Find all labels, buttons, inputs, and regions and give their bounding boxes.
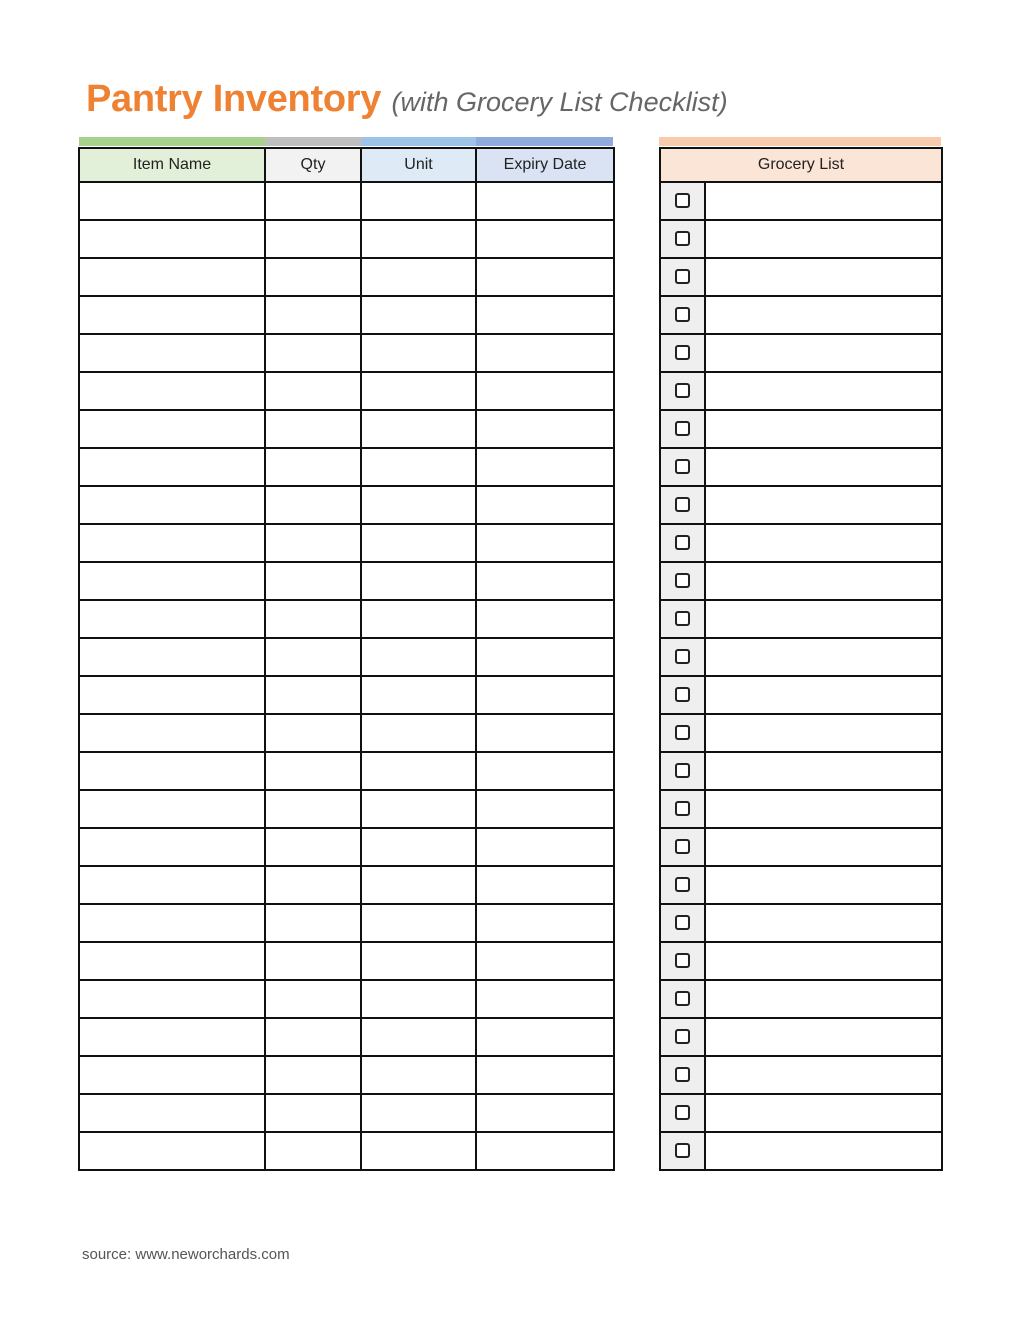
qty-cell[interactable] [265,410,361,448]
unit-cell[interactable] [361,1056,476,1094]
grocery-item-cell[interactable] [705,904,942,942]
expiry-date-cell[interactable] [476,752,614,790]
checkbox-cell [660,182,705,220]
pantry-inventory-table [78,147,615,1171]
unit-cell[interactable] [361,296,476,334]
item-name-cell[interactable] [79,448,265,486]
checkbox-icon[interactable] [675,345,690,360]
checkbox-icon[interactable] [675,231,690,246]
unit-cell[interactable] [361,220,476,258]
checkbox-cell [660,524,705,562]
pantry-header-row [79,148,614,182]
unit-cell[interactable] [361,714,476,752]
expiry-date-cell[interactable] [476,562,614,600]
list-item [660,220,942,258]
checkbox-icon[interactable] [675,193,690,208]
checkbox-cell [660,372,705,410]
unit-cell[interactable] [361,334,476,372]
grocery-item-cell[interactable] [705,334,942,372]
checkbox-cell [660,904,705,942]
unit-cell[interactable] [361,638,476,676]
table-row [79,372,614,410]
unit-cell[interactable] [361,486,476,524]
checkbox-cell [660,1132,705,1170]
grocery-item-cell[interactable] [705,1056,942,1094]
expiry-date-cell[interactable] [476,486,614,524]
checkbox-cell [660,638,705,676]
qty-cell[interactable] [265,752,361,790]
item-name-cell[interactable] [79,334,265,372]
unit-cell[interactable] [361,258,476,296]
unit-cell[interactable] [361,1018,476,1056]
expiry-date-cell[interactable] [476,334,614,372]
expiry-date-cell[interactable] [476,182,614,220]
item-name-cell[interactable] [79,714,265,752]
qty-cell[interactable] [265,638,361,676]
grocery-list-table [659,147,943,1171]
list-item [660,600,942,638]
unit-cell[interactable] [361,828,476,866]
list-item [660,980,942,1018]
grocery-item-cell[interactable] [705,448,942,486]
checkbox-cell [660,296,705,334]
table-row [79,448,614,486]
list-item [660,372,942,410]
grocery-item-cell[interactable] [705,752,942,790]
item-name-cell[interactable] [79,790,265,828]
list-item [660,752,942,790]
item-name-cell[interactable] [79,828,265,866]
list-item [660,676,942,714]
list-item [660,1132,942,1170]
unit-cell[interactable] [361,410,476,448]
checkbox-icon[interactable] [675,611,690,626]
grocery-item-cell[interactable] [705,1132,942,1170]
checkbox-icon[interactable] [675,269,690,284]
item-name-cell[interactable] [79,866,265,904]
unit-cell[interactable] [361,942,476,980]
item-name-cell[interactable] [79,410,265,448]
grocery-item-cell[interactable] [705,638,942,676]
grocery-item-cell[interactable] [705,562,942,600]
checkbox-cell [660,790,705,828]
table-row [79,258,614,296]
unit-cell[interactable] [361,752,476,790]
source-footer: source: www.neworchards.com [82,1246,290,1263]
expiry-date-cell[interactable] [476,980,614,1018]
expiry-date-cell[interactable] [476,1018,614,1056]
item-name-accent-bar [79,137,265,146]
unit-cell[interactable] [361,182,476,220]
list-item [660,866,942,904]
header-item-name: Item Name [79,148,265,182]
item-name-cell[interactable] [79,1132,265,1170]
table-row [79,220,614,258]
unit-cell[interactable] [361,904,476,942]
table-row [79,980,614,1018]
grocery-item-cell[interactable] [705,182,942,220]
grocery-item-cell[interactable] [705,790,942,828]
unit-cell[interactable] [361,372,476,410]
table-row [79,524,614,562]
qty-cell[interactable] [265,980,361,1018]
item-name-cell[interactable] [79,562,265,600]
list-item [660,334,942,372]
expiry-date-cell[interactable] [476,866,614,904]
qty-cell[interactable] [265,714,361,752]
expiry-date-cell[interactable] [476,638,614,676]
item-name-cell[interactable] [79,980,265,1018]
checkbox-icon[interactable] [675,497,690,512]
table-row [79,1018,614,1056]
grocery-item-cell[interactable] [705,676,942,714]
qty-cell[interactable] [265,220,361,258]
item-name-cell[interactable] [79,942,265,980]
header-grocery-list: Grocery List [660,148,942,182]
expiry-date-cell[interactable] [476,1056,614,1094]
table-row [79,1094,614,1132]
qty-accent-bar [265,137,361,146]
checkbox-cell [660,1094,705,1132]
item-name-cell[interactable] [79,904,265,942]
expiry-date-cell[interactable] [476,790,614,828]
checkbox-cell [660,258,705,296]
checkbox-cell [660,220,705,258]
qty-cell[interactable] [265,866,361,904]
table-row [79,714,614,752]
checkbox-icon[interactable] [675,763,690,778]
table-row [79,638,614,676]
qty-cell[interactable] [265,1132,361,1170]
unit-cell[interactable] [361,1094,476,1132]
expiry-date-cell[interactable] [476,942,614,980]
list-item [660,562,942,600]
checkbox-icon[interactable] [675,383,690,398]
checkbox-icon[interactable] [675,991,690,1006]
checkbox-icon[interactable] [675,421,690,436]
qty-cell[interactable] [265,258,361,296]
grocery-item-cell[interactable] [705,258,942,296]
qty-cell[interactable] [265,372,361,410]
checkbox-icon[interactable] [675,687,690,702]
list-item [660,1018,942,1056]
checkbox-icon[interactable] [675,1143,690,1158]
item-name-cell[interactable] [79,1018,265,1056]
header-qty: Qty [265,148,361,182]
grocery-item-cell[interactable] [705,296,942,334]
expiry-date-cell[interactable] [476,410,614,448]
checkbox-icon[interactable] [675,573,690,588]
checkbox-icon[interactable] [675,839,690,854]
page-title [86,78,728,121]
qty-cell[interactable] [265,486,361,524]
checkbox-cell [660,410,705,448]
expiry-date-cell[interactable] [476,1132,614,1170]
item-name-cell[interactable] [79,182,265,220]
unit-cell[interactable] [361,600,476,638]
list-item [660,828,942,866]
checkbox-cell [660,752,705,790]
grocery-item-cell[interactable] [705,410,942,448]
qty-cell[interactable] [265,182,361,220]
checkbox-icon[interactable] [675,459,690,474]
checkbox-icon[interactable] [675,915,690,930]
header-expiry-date: Expiry Date [476,148,614,182]
table-row [79,334,614,372]
grocery-item-cell[interactable] [705,942,942,980]
checkbox-cell [660,562,705,600]
unit-cell[interactable] [361,1132,476,1170]
table-row [79,296,614,334]
qty-cell[interactable] [265,600,361,638]
list-item [660,904,942,942]
grocery-item-cell[interactable] [705,1094,942,1132]
checkbox-icon[interactable] [675,535,690,550]
grocery-header-row [660,148,942,182]
list-item [660,258,942,296]
qty-cell[interactable] [265,1018,361,1056]
list-item [660,1056,942,1094]
grocery-item-cell[interactable] [705,866,942,904]
list-item [660,714,942,752]
table-row [79,486,614,524]
table-row [79,1056,614,1094]
qty-cell[interactable] [265,904,361,942]
qty-cell[interactable] [265,524,361,562]
grocery-item-cell[interactable] [705,828,942,866]
list-item [660,942,942,980]
grocery-item-cell[interactable] [705,600,942,638]
table-row [79,752,614,790]
item-name-cell[interactable] [79,1056,265,1094]
grocery-item-cell[interactable] [705,220,942,258]
table-row [79,676,614,714]
item-name-cell[interactable] [79,524,265,562]
checkbox-cell [660,600,705,638]
table-row [79,182,614,220]
expiry-date-cell[interactable] [476,258,614,296]
grocery-item-cell[interactable] [705,486,942,524]
checkbox-cell [660,486,705,524]
expiry-date-cell[interactable] [476,524,614,562]
checkbox-icon[interactable] [675,1105,690,1120]
expiry-date-cell[interactable] [476,714,614,752]
item-name-cell[interactable] [79,220,265,258]
checkbox-icon[interactable] [675,877,690,892]
qty-cell[interactable] [265,790,361,828]
checkbox-cell [660,980,705,1018]
checkbox-cell [660,676,705,714]
item-name-cell[interactable] [79,752,265,790]
checkbox-icon[interactable] [675,801,690,816]
item-name-cell[interactable] [79,296,265,334]
checkbox-icon[interactable] [675,725,690,740]
expiry-date-cell[interactable] [476,904,614,942]
qty-cell[interactable] [265,448,361,486]
qty-cell[interactable] [265,676,361,714]
list-item [660,790,942,828]
checkbox-cell [660,1018,705,1056]
table-row [79,790,614,828]
qty-cell[interactable] [265,1094,361,1132]
qty-cell[interactable] [265,828,361,866]
table-row [79,904,614,942]
grocery-item-cell[interactable] [705,980,942,1018]
list-item [660,296,942,334]
unit-accent-bar [361,137,476,146]
checkbox-cell [660,1056,705,1094]
qty-cell[interactable] [265,334,361,372]
qty-cell[interactable] [265,942,361,980]
checkbox-icon[interactable] [675,307,690,322]
expiry-date-cell[interactable] [476,296,614,334]
checkbox-cell [660,714,705,752]
table-row [79,866,614,904]
qty-cell[interactable] [265,1056,361,1094]
item-name-cell[interactable] [79,372,265,410]
list-item [660,524,942,562]
list-item [660,448,942,486]
unit-cell[interactable] [361,448,476,486]
qty-cell[interactable] [265,562,361,600]
checkbox-cell [660,866,705,904]
unit-cell[interactable] [361,676,476,714]
grocery-item-cell[interactable] [705,1018,942,1056]
unit-cell[interactable] [361,980,476,1018]
item-name-cell[interactable] [79,486,265,524]
unit-cell[interactable] [361,866,476,904]
checkbox-cell [660,448,705,486]
item-name-cell[interactable] [79,258,265,296]
grocery-accent-bar [659,137,941,146]
grocery-item-cell[interactable] [705,524,942,562]
title-main: Pantry Inventory [86,78,382,120]
list-item [660,1094,942,1132]
grocery-item-cell[interactable] [705,372,942,410]
unit-cell[interactable] [361,562,476,600]
table-row [79,600,614,638]
checkbox-icon[interactable] [675,953,690,968]
list-item [660,410,942,448]
table-row [79,410,614,448]
expiry-date-cell[interactable] [476,600,614,638]
title-subtitle: (with Grocery List Checklist) [391,87,728,117]
header-unit: Unit [361,148,476,182]
checkbox-cell [660,942,705,980]
checkbox-icon[interactable] [675,1029,690,1044]
table-row [79,1132,614,1170]
table-row [79,828,614,866]
expiry-date-cell[interactable] [476,676,614,714]
grocery-item-cell[interactable] [705,714,942,752]
table-row [79,942,614,980]
item-name-cell[interactable] [79,676,265,714]
checkbox-icon[interactable] [675,649,690,664]
unit-cell[interactable] [361,524,476,562]
expiry-date-cell[interactable] [476,448,614,486]
unit-cell[interactable] [361,790,476,828]
list-item [660,638,942,676]
expiry-date-cell[interactable] [476,372,614,410]
checkbox-cell [660,334,705,372]
expiry-accent-bar [476,137,613,146]
table-row [79,562,614,600]
item-name-cell[interactable] [79,1094,265,1132]
item-name-cell[interactable] [79,638,265,676]
qty-cell[interactable] [265,296,361,334]
list-item [660,182,942,220]
list-item [660,486,942,524]
expiry-date-cell[interactable] [476,828,614,866]
checkbox-icon[interactable] [675,1067,690,1082]
expiry-date-cell[interactable] [476,220,614,258]
checkbox-cell [660,828,705,866]
item-name-cell[interactable] [79,600,265,638]
expiry-date-cell[interactable] [476,1094,614,1132]
